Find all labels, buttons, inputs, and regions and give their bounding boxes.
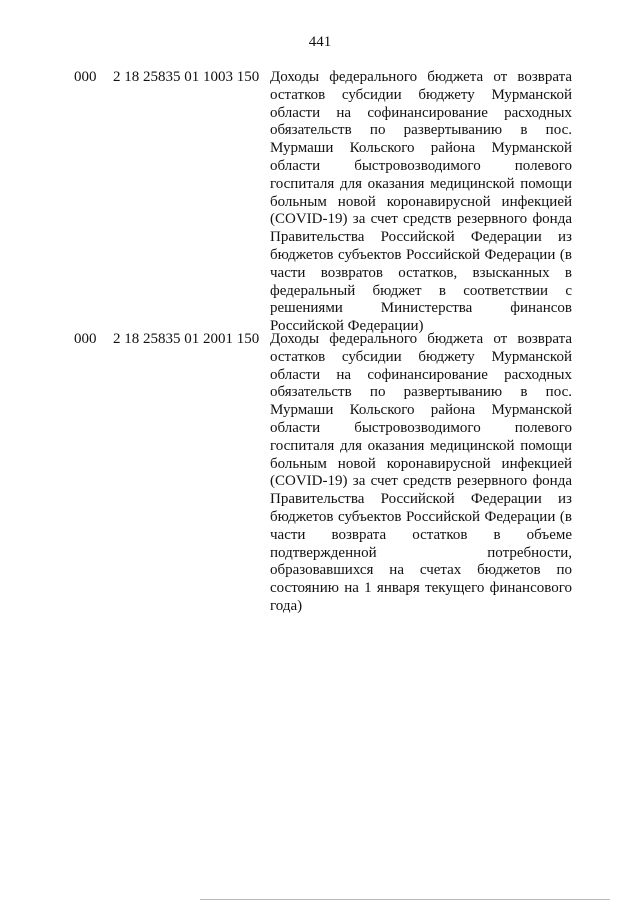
scan-edge-divider <box>200 899 610 900</box>
admin-code: 000 <box>74 331 97 347</box>
page-number: 441 <box>308 34 332 50</box>
budget-classification-code: 2 18 25835 01 1003 150 <box>113 69 260 85</box>
budget-classification-code: 2 18 25835 01 2001 150 <box>113 331 260 347</box>
admin-code: 000 <box>74 69 97 85</box>
income-description: Доходы федерального бюджета от возврата остатков субсидии бюджету Мурманской области на софинансирование расходных обязательств по развертыванию в пос. Мурмаши Кольского района Мурманской области быстровозводимого полевого госпиталя для оказания медицинской помощи больным новой коронавирусной инфекцией (COVID-19) за счет средств резервного фонда Правительства Российской Федерации из бюджетов субъектов Российской Федерации (в части возврата остатков в объеме подтвержденной потребности, образовавшихся на счетах бюджетов по состоянию на 1 января текущего финансового года) <box>270 331 572 614</box>
income-description: Доходы федерального бюджета от возврата остатков субсидии бюджету Мурманской области на софинансирование расходных обязательств по развертыванию в пос. Мурмаши Кольского района Мурманской области быстровозводимого полевого госпиталя для оказания медицинской помощи больным новой коронавирусной инфекцией (COVID-19) за счет средств резервного фонда Правительства Российской Федерации из бюджетов субъектов Российской Федерации (в части возвратов остатков, взысканных в федеральный бюджет в соответствии с решениями Министерства финансов Российской Федерации) <box>270 69 572 335</box>
